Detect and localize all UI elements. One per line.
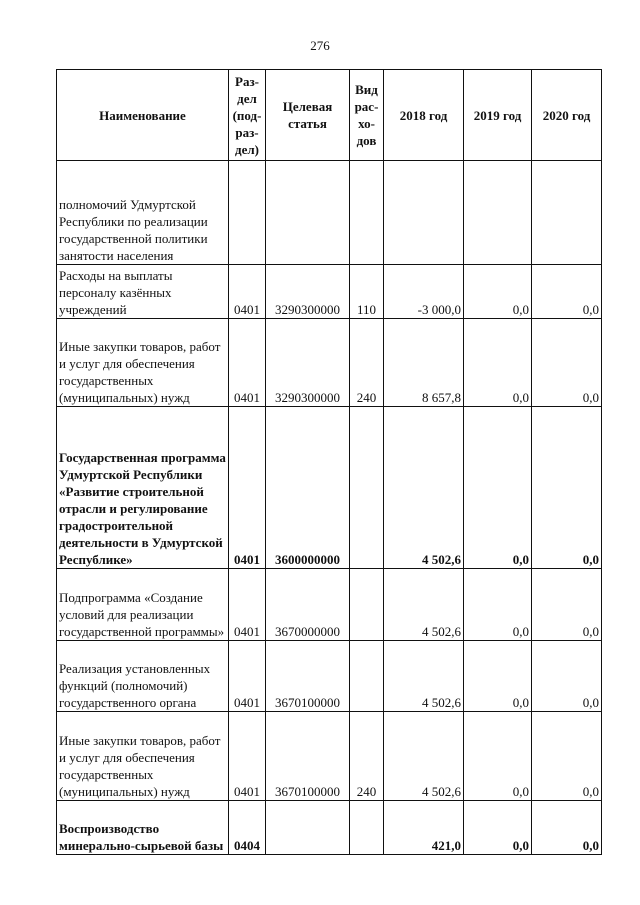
table-row — [57, 319, 602, 407]
row-2018: 421,0 — [384, 801, 464, 855]
header-type: Вид рас- хо- дов — [350, 70, 384, 161]
row-2020: 0,0 — [532, 712, 602, 801]
row-type — [350, 641, 384, 712]
row-name: Воспроизводство минерально-сырьевой базы — [57, 801, 229, 855]
row-2018: 4 502,6 — [384, 712, 464, 801]
row-name: Иные закупки товаров, работ и услуг для обеспечения государственных (муниципальных) нужд — [57, 319, 229, 407]
row-target — [266, 801, 350, 855]
row-type: 240 — [350, 319, 384, 407]
row-2018: -3 000,0 — [384, 265, 464, 319]
row-target — [266, 161, 350, 265]
row-2019: 0,0 — [464, 265, 532, 319]
row-type — [350, 161, 384, 265]
header-name: Наименование — [57, 70, 229, 161]
row-type — [350, 801, 384, 855]
row-2018: 4 502,6 — [384, 641, 464, 712]
row-name: Реализация установленных функций (полномочий) государственного органа — [57, 641, 229, 712]
header-2018: 2018 год — [384, 70, 464, 161]
row-section: 0401 — [229, 319, 266, 407]
row-section: 0401 — [229, 641, 266, 712]
row-2018: 4 502,6 — [384, 407, 464, 569]
header-2020: 2020 год — [532, 70, 602, 161]
row-target: 3670100000 — [266, 712, 350, 801]
table-row — [57, 801, 602, 855]
row-target: 3670100000 — [266, 641, 350, 712]
row-2018: 4 502,6 — [384, 569, 464, 641]
row-target: 3600000000 — [266, 407, 350, 569]
row-2018 — [384, 161, 464, 265]
row-type: 110 — [350, 265, 384, 319]
row-2020: 0,0 — [532, 265, 602, 319]
table-row — [57, 265, 602, 319]
budget-table — [56, 69, 602, 855]
row-section: 0401 — [229, 407, 266, 569]
row-target: 3670000000 — [266, 569, 350, 641]
header-2019: 2019 год — [464, 70, 532, 161]
row-2019: 0,0 — [464, 641, 532, 712]
row-2019: 0,0 — [464, 319, 532, 407]
row-target: 3290300000 — [266, 319, 350, 407]
row-2020: 0,0 — [532, 319, 602, 407]
row-2020 — [532, 161, 602, 265]
row-type — [350, 407, 384, 569]
row-type: 240 — [350, 712, 384, 801]
row-2019 — [464, 161, 532, 265]
row-2019: 0,0 — [464, 712, 532, 801]
row-name: Иные закупки товаров, работ и услуг для обеспечения государственных (муниципальных) нужд — [57, 712, 229, 801]
header-target: Целевая статья — [266, 70, 350, 161]
row-target: 3290300000 — [266, 265, 350, 319]
table-row — [57, 161, 602, 265]
row-section: 0401 — [229, 712, 266, 801]
row-2020: 0,0 — [532, 801, 602, 855]
row-2020: 0,0 — [532, 407, 602, 569]
row-name: полномочий Удмуртской Республики по реализации государственной политики занятости населения — [57, 161, 229, 265]
row-section: 0404 — [229, 801, 266, 855]
row-2018: 8 657,8 — [384, 319, 464, 407]
row-name: Подпрограмма «Создание условий для реализации государственной программы» — [57, 569, 229, 641]
row-section: 0401 — [229, 265, 266, 319]
row-name: Государственная программа Удмуртской Республики «Развитие строительной отрасли и регулирование градостроительной деятельности в Удмуртской Республике» — [57, 407, 229, 569]
row-section: 0401 — [229, 569, 266, 641]
header-section: Раз- дел (под- раз- дел) — [229, 70, 266, 161]
row-type — [350, 569, 384, 641]
table-row — [57, 569, 602, 641]
table-row — [57, 712, 602, 801]
table-row — [57, 407, 602, 569]
row-2019: 0,0 — [464, 569, 532, 641]
table-row — [57, 641, 602, 712]
row-2019: 0,0 — [464, 801, 532, 855]
row-name: Расходы на выплаты персоналу казённых учреждений — [57, 265, 229, 319]
row-section — [229, 161, 266, 265]
row-2019: 0,0 — [464, 407, 532, 569]
table-header-row — [57, 70, 602, 161]
row-2020: 0,0 — [532, 569, 602, 641]
row-2020: 0,0 — [532, 641, 602, 712]
page-number: 276 — [310, 38, 330, 53]
